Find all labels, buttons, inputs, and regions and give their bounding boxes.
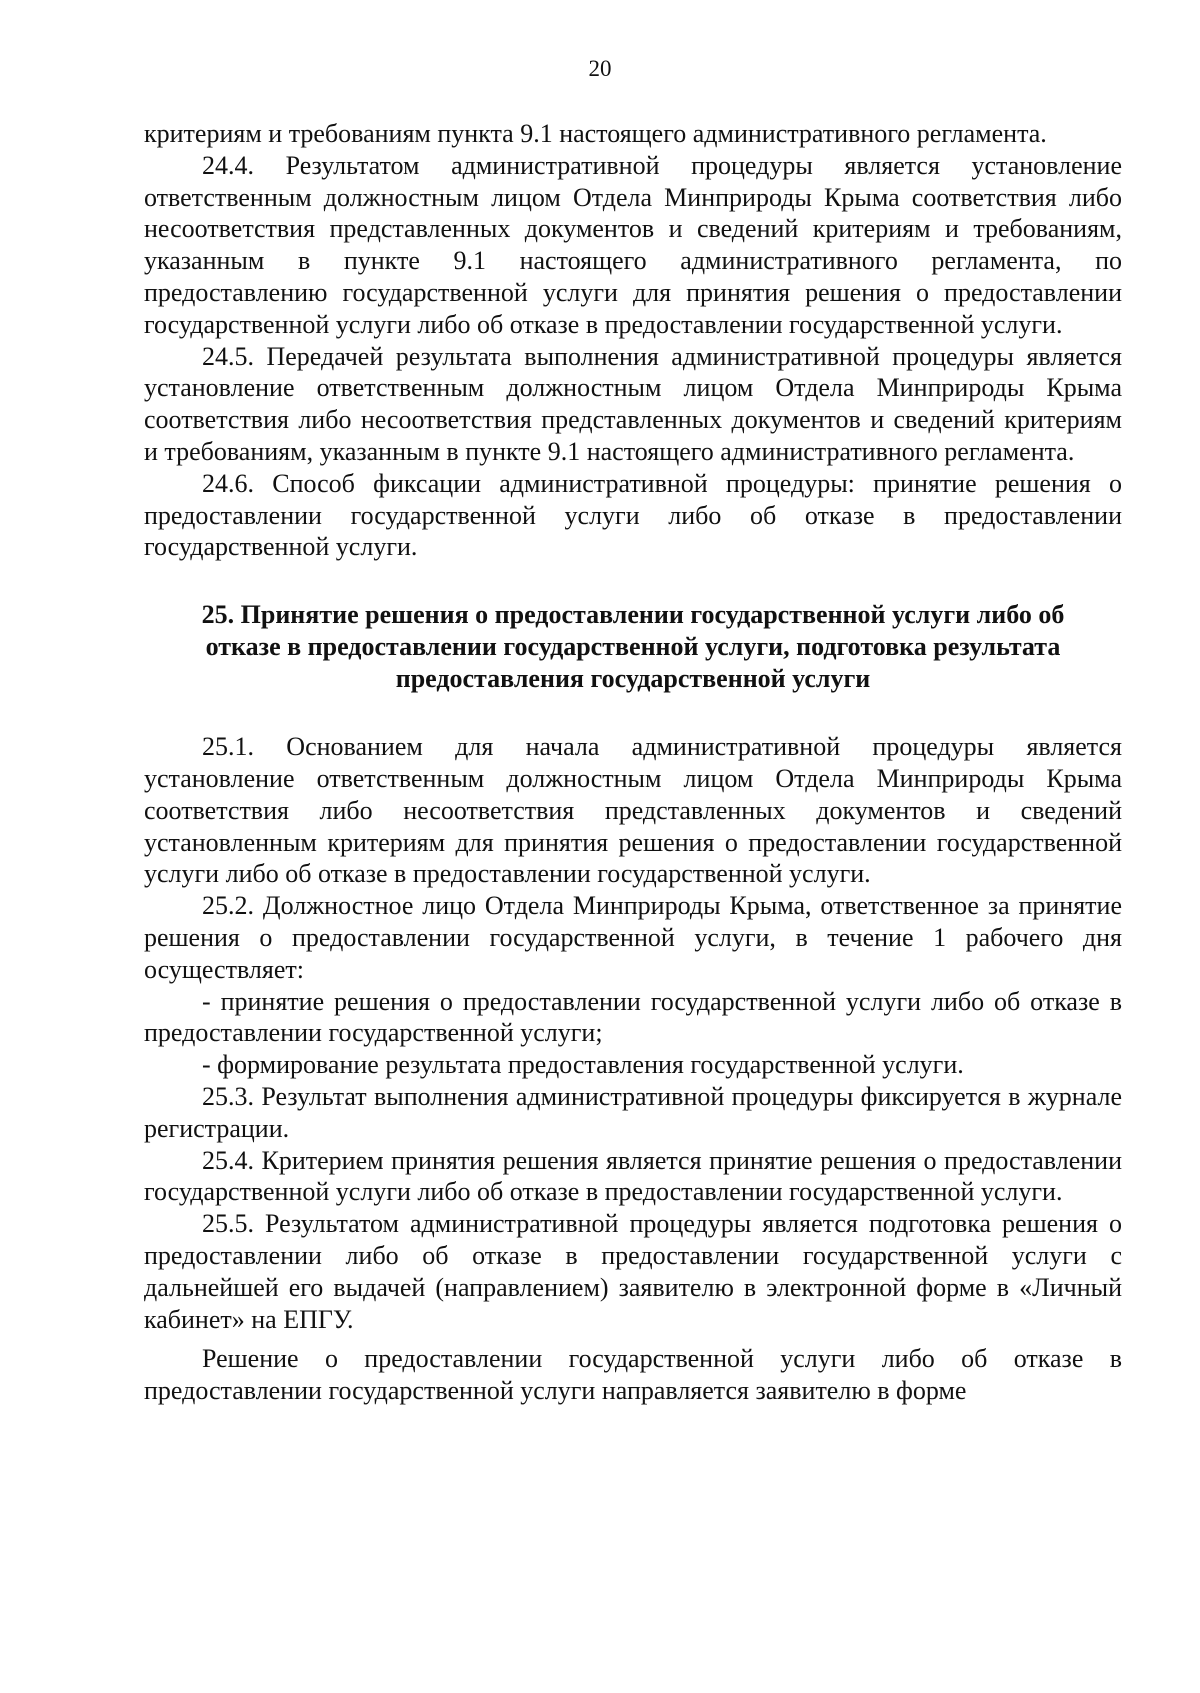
paragraph-continuation: критериям и требованиям пункта 9.1 настоящего административного регламента. xyxy=(144,119,1047,148)
paragraph-25-1: 25.1. Основанием для начала административной процедуры является установление ответственным должностным лицом Отдела Минприроды Крыма соответствия либо несоответствия представленных документов и сведений установленным критериям для принятия решения о предоставлении государственной услуги либо об отказе в предоставлении государственной услуги. xyxy=(144,732,1122,889)
document-body xyxy=(144,118,1122,1407)
paragraph-25-4: 25.4. Критерием принятия решения является принятие решения о предоставлении государственной услуги либо об отказе в предоставлении государственной услуги. xyxy=(144,1145,1122,1207)
paragraph-25-5: 25.5. Результатом административной процедуры является подготовка решения о предоставлении либо об отказе в предоставлении государственной услуги с дальнейшей его выдачей (направлением) заявителю в электронной форме в «Личный кабинет» на ЕПГУ. xyxy=(144,1209,1122,1334)
paragraph-24-6: 24.6. Способ фиксации административной процедуры: принятие решения о предоставлении государственной услуги либо об отказе в предоставлении государственной услуги. xyxy=(144,468,1122,562)
paragraph-25-2: 25.2. Должностное лицо Отдела Минприроды Крыма, ответственное за принятие решения о предоставлении государственной услуги, в течение 1 рабочего дня осуществляет: xyxy=(144,891,1122,984)
list-item-decision: - принятие решения о предоставлении государственной услуги либо об отказе в предоставлении государственной услуги; xyxy=(144,986,1122,1048)
section-heading-line: предоставления государственной услуги xyxy=(395,664,871,694)
list-item-formation: - формирование результата предоставления государственной услуги. xyxy=(202,1050,964,1080)
page-number: 20 xyxy=(588,56,612,81)
section-heading-line: 25. Принятие решения о предоставлении государственной услуги либо об xyxy=(201,600,1065,630)
section-heading-line: отказе в предоставлении государственной услуги, подготовка результата xyxy=(205,632,1061,662)
paragraph-decision-sent: Решение о предоставлении государственной услуги либо об отказе в предоставлении государственной услуги направляется заявителю в форме xyxy=(144,1344,1122,1406)
section-heading-25 xyxy=(144,599,1122,695)
paragraph-24-5: 24.5. Передачей результата выполнения административной процедуры является установление ответственным должностным лицом Отдела Минприроды Крыма соответствия либо несоответствия представленных документов и сведений критериям и требованиям, указанным в пункте 9.1 настоящего административного регламента. xyxy=(144,341,1122,466)
paragraph-25-3: 25.3. Результат выполнения административной процедуры фиксируется в журнале регистрации. xyxy=(144,1081,1122,1143)
paragraph-24-4: 24.4. Результатом административной процедуры является установление ответственным должностным лицом Отдела Минприроды Крыма соответствия либо несоответствия представленных документов и сведений критериям и требованиям, указанным в пункте 9.1 настоящего административного регламента, по предоставлению государственной услуги для принятия решения о предоставлении государственной услуги либо об отказе в предоставлении государственной услуги. xyxy=(144,150,1122,339)
